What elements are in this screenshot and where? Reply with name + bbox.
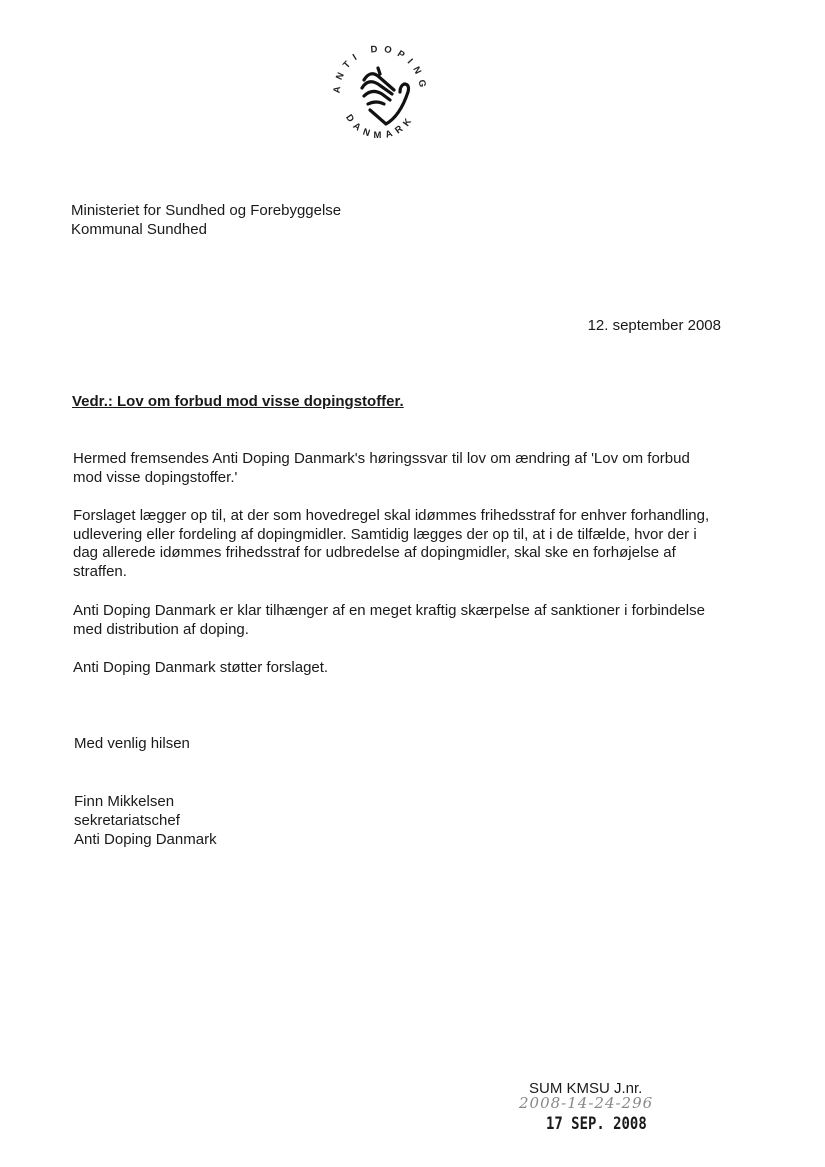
signer-name: Finn Mikkelsen xyxy=(74,793,175,810)
closing-greeting: Med venlig hilsen xyxy=(74,735,190,752)
recipient-line: Ministeriet for Sundhed og Forebyggelse xyxy=(71,202,342,219)
receipt-stamp-title: SUM KMSU J.nr. xyxy=(529,1080,643,1097)
signature-block xyxy=(74,792,217,849)
receipt-stamp-journal-number: 2008-14-24-296 xyxy=(519,1094,654,1112)
svg-text:DANMARK: DANMARK xyxy=(343,112,417,141)
body-paragraph: Anti Doping Danmark er klar tilhænger af en meget kraftig skærpelse af sanktioner i forbindelse med distribution af doping. xyxy=(73,602,705,638)
recipient-address xyxy=(71,201,341,239)
hand-heart-icon xyxy=(362,68,409,124)
letter-date: 12. september 2008 xyxy=(587,317,721,334)
body-paragraph: Hermed fremsendes Anti Doping Danmark's høringssvar til lov om ændring af 'Lov om forbud mod visse dopingstoffer.' xyxy=(73,450,690,486)
receipt-stamp-date: 17 SEP. 2008 xyxy=(546,1114,647,1134)
letter-subject: Vedr.: Lov om forbud mod visse dopingstoffer. xyxy=(72,393,404,410)
anti-doping-logo xyxy=(320,30,440,150)
signer-title: sekretariatschef xyxy=(74,812,180,829)
signer-organization: Anti Doping Danmark xyxy=(74,831,217,848)
recipient-line: Kommunal Sundhed xyxy=(71,221,207,238)
body-paragraph: Anti Doping Danmark støtter forslaget. xyxy=(73,659,329,676)
svg-text:ANTI DOPING: ANTI DOPING xyxy=(331,43,429,94)
body-paragraph: Forslaget lægger op til, at der som hovedregel skal idømmes frihedsstraf for enhver forhandling, udlevering eller fordeling af dopingmidler. Samtidig lægges der op til, at i de tilfælde, hvor der i dag allerede idømmes frihedsstraf for udbredelse af dopingmidler, skal ske en forhøjelse af straffen. xyxy=(73,507,710,580)
